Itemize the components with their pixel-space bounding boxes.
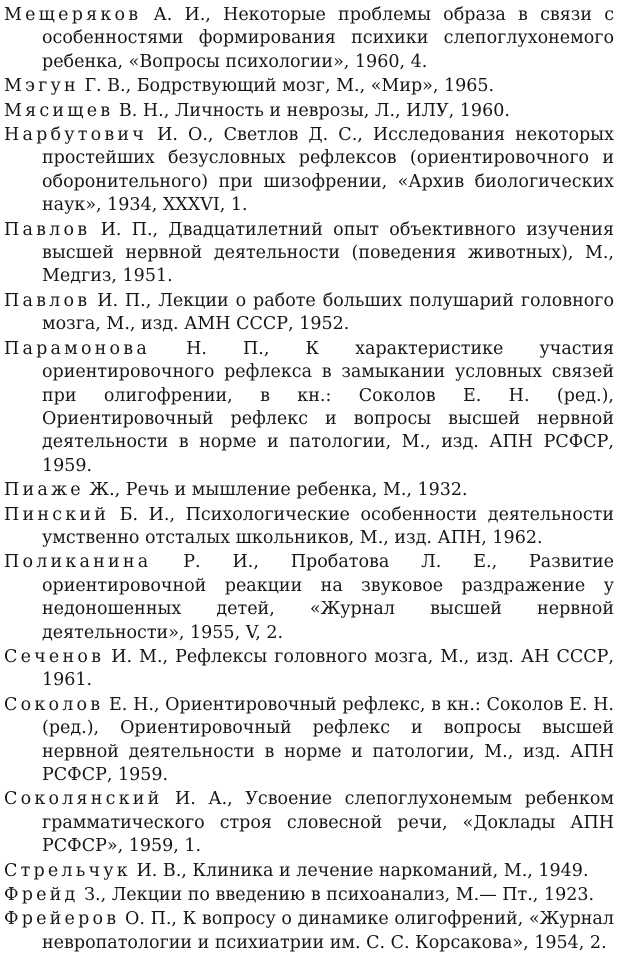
entry-author: Мясищев	[4, 100, 114, 121]
entry-text: О. П., К вопросу о динамике олигофрений, «Журнал невропатологии и психиатрии им. С. С. Корсакова», 1954, 2.	[42, 909, 614, 953]
entry-author: Павлов	[4, 290, 91, 311]
entry-text: И. П., Лекции о работе больших полушарий головного мозга, М., изд. АМН СССР, 1952.	[42, 290, 614, 335]
entry-text: В. Н., Личность и неврозы, Л., ИЛУ, 1960.	[118, 100, 510, 121]
bibliography-entry	[4, 646, 614, 693]
entry-author: Сеченов	[4, 646, 105, 667]
entry-author: Фрейеров	[4, 909, 120, 930]
bibliography-entry	[4, 860, 614, 883]
bibliography-page	[4, 4, 614, 956]
bibliography-entry	[4, 479, 614, 502]
entry-text: И. А., Усвоение слепоглухонемым ребенком грамматического строя словесной речи, «Доклады АПН РСФСР», 1959, 1.	[42, 789, 614, 857]
entry-author: Павлов	[4, 219, 91, 240]
bibliography-entry	[4, 908, 614, 955]
entry-author: Парамонова	[4, 338, 150, 359]
entry-text: А. И., Некоторые проблемы образа в связи с особенностями формирования психики слепоглухонемого ребенка, «Вопросы психологии», 1960, 4.	[42, 5, 614, 72]
entry-author: Мэгун	[4, 76, 79, 97]
bibliography-entry	[4, 4, 614, 74]
entry-author: Фрейд	[4, 885, 79, 906]
entry-author: Поликанина	[4, 552, 152, 573]
entry-text: Р. И., Пробатова Л. Е., Развитие ориентировочной реакции на звуковое раздражение у недоношенных детей, «Журнал высшей нервной деятельности», 1955, V, 2.	[42, 552, 614, 643]
entry-text: Б. И., Психологические особенности деятельности умственно отсталых школьников, М., изд. АПН, 1962.	[42, 504, 614, 548]
entry-text: И. М., Рефлексы головного мозга, М., изд. АН СССР, 1961.	[42, 646, 614, 691]
entry-text: Е. Н., Ориентировочный рефлекс, в кн.: Соколов Е. Н. (ред.), Ориентировочный рефлекс и вопросы высшей нервной деятельности в норме и патологии, М., изд. АПН РСФСР, 1959.	[42, 694, 614, 785]
entry-author: Пинский	[4, 504, 110, 525]
entry-author: Мещеряков	[4, 5, 142, 25]
entry-author: Соколов	[4, 694, 104, 715]
bibliography-entry	[4, 504, 614, 551]
bibliography-entry	[4, 694, 614, 788]
bibliography-entry	[4, 884, 614, 907]
bibliography-entry	[4, 219, 614, 289]
entry-text: Н. П., К характеристике участия ориентировочного рефлекса в замыкании условных связей при олигофрении, в кн.: Соколов Е. Н. (ред.), Ориентировочный рефлекс и вопросы высшей нервной деятельности в норме и патологии, М., изд. АПН РСФСР, 1959.	[42, 338, 614, 476]
entry-author: Стрельчук	[4, 860, 131, 881]
bibliography-entry	[4, 788, 614, 858]
bibliography-entry	[4, 551, 614, 645]
entry-text: З., Лекции по введению в психоанализ, М.— Пт., 1923.	[84, 885, 595, 906]
bibliography-entry	[4, 100, 614, 123]
bibliography-entry	[4, 290, 614, 337]
entry-text: И. П., Двадцатилетний опыт объективного изучения высшей нервной деятельности (поведения животных), М., Медгиз, 1951.	[42, 219, 614, 287]
entry-text: Ж., Речь и мышление ребенка, М., 1932.	[89, 480, 468, 501]
entry-author: Соколянский	[4, 789, 163, 810]
entry-author: Пиаже	[4, 480, 84, 501]
bibliography-entry	[4, 75, 614, 98]
entry-text: И. В., Клиника и лечение наркоманий, М., 1949.	[136, 860, 589, 881]
entry-text: И. О., Светлов Д. С., Исследования некоторых простейших безусловных рефлексов (ориентировочного и оборонительного) при шизофрении, «Архив биологических наук», 1934, XXXVI, 1.	[42, 125, 614, 216]
bibliography-entry	[4, 338, 614, 478]
bibliography-entry	[4, 124, 614, 218]
entry-text: Г. В., Бодрствующий мозг, М., «Мир», 1965.	[84, 76, 495, 97]
entry-author: Нарбутович	[4, 125, 148, 146]
